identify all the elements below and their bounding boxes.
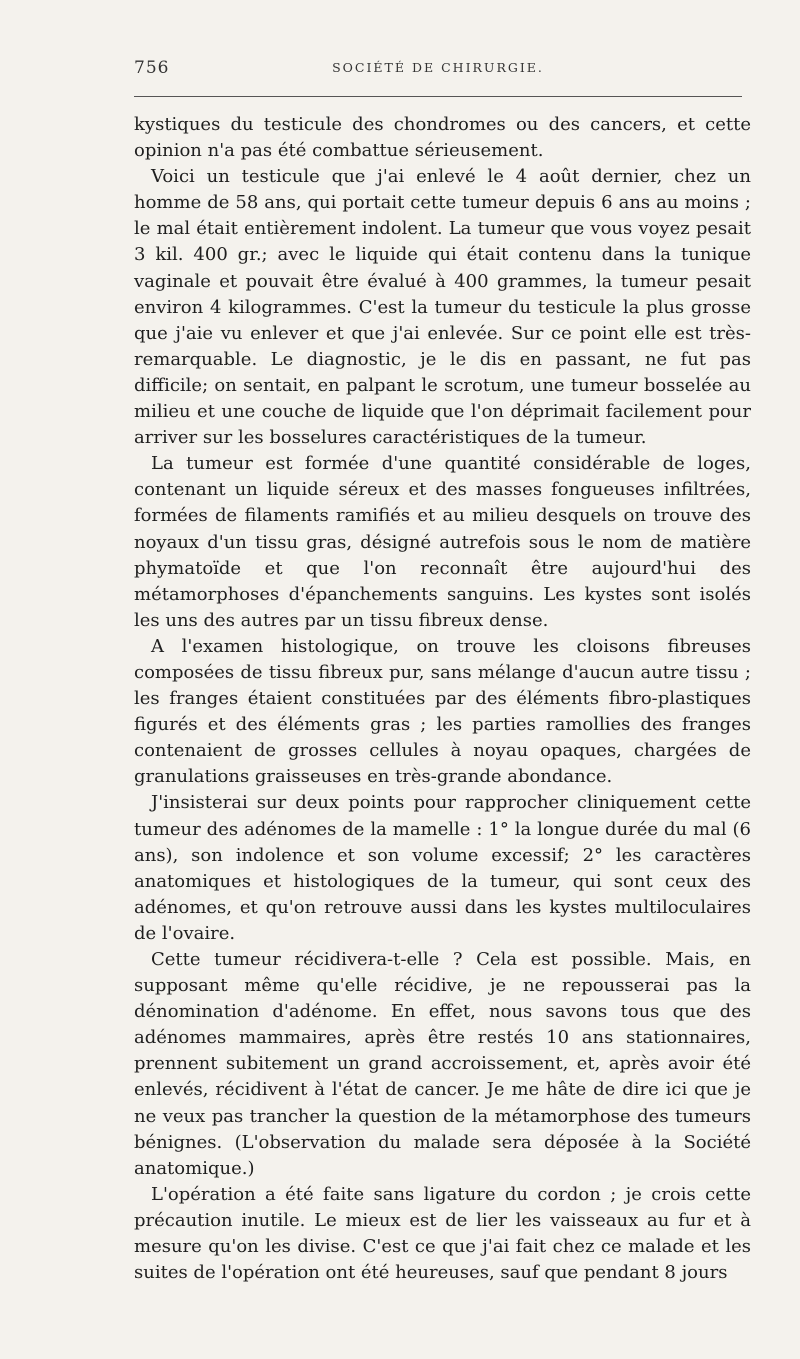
paragraph-adenoma-comparison: J'insisterai sur deux points pour rapprocher cliniquement cette tumeur des adénomes de la mamelle : 1° la longue durée du mal (6 ans), son indolence et son volume excessif; 2° les caractères anatomiques et histologiques de la tumeur, qui sont ceux des adénomes, et qu'on retrouve aussi dans les kystes multiloculaires de l'ovaire.: [134, 792, 751, 944]
paragraph-continuation: kystiques du testicule des chondromes ou des cancers, et cette opinion n'a pas été combattue sérieusement.: [134, 114, 751, 162]
paragraph-operation: L'opération a été faite sans ligature du cordon ; je crois cette précaution inutile. Le mieux est de lier les vaisseaux au fur et à mesure qu'on les divise. C'est ce que j'ai fait chez ce malade et les suites de l'opération ont été heureuses, sauf que pendant 8 jours: [134, 1183, 751, 1284]
running-head: SOCIÉTÉ DE CHIRURGIE.: [332, 60, 544, 75]
paragraph-histology: A l'examen histologique, on trouve les cloisons fibreuses composées de tissu fibreux pur, sans mélange d'aucun autre tissu ; les franges étaient constituées par des éléments fibro-plastiques figurés et des éléments gras ; les parties ramollies des franges contenaient de grosses cellules à noyau opaques, chargées de granulations graisseuses en très-grande abondance.: [134, 635, 751, 788]
paragraph-testicle-case: Voici un testicule que j'ai enlevé le 4 août dernier, chez un homme de 58 ans, qui portait cette tumeur depuis 6 ans au moins ; le mal était entièrement indolent. La tumeur que vous voyez pesait 3 kil. 400 gr.; avec le liquide qui était contenu dans la tunique vaginale et pouvait être évalué à 400 grammes, la tumeur pesait environ 4 kilogrammes. C'est la tumeur du testicule la plus grosse que j'aie vu enlever et que j'ai enlevée. Sur ce point elle est très-remarquable. Le diagnostic, je le dis en passant, ne fut pas difficile; on sentait, en palpant le scrotum, une tumeur bosselée au milieu et une couche de liquide que l'on déprimait facilement pour arriver sur les bosselures caractéristiques de la tumeur.: [134, 166, 751, 449]
body-text: [134, 112, 751, 1286]
page-number: 756: [134, 58, 170, 78]
paragraph-tumor-structure: La tumeur est formée d'une quantité considérable de loges, contenant un liquide séreux et des masses fongueuses infiltrées, formées de filaments ramifiés et au milieu desquels on trouve des noyaux d'un tissu gras, désigné autrefois sous le nom de matière phymatoïde et que l'on reconnaît être aujourd'hui des métamorphoses d'épanchements sanguins. Les kystes sont isolés les uns des autres par un tissu fibreux dense.: [134, 453, 751, 631]
header-rule: [134, 96, 742, 97]
paragraph-recurrence: Cette tumeur récidivera-t-elle ? Cela est possible. Mais, en supposant même qu'elle récidive, je ne repousserai pas la dénomination d'adénome. En effet, nous savons tous que des adénomes mammaires, après être restés 10 ans stationnaires, prennent subitement un grand accroissement, et, après avoir été enlevés, récidivent à l'état de cancer. Je me hâte de dire ici que je ne veux pas trancher la question de la métamorphose des tumeurs bénignes. (L'observation du malade sera déposée à la Société anatomique.): [134, 949, 751, 1179]
page-header: [134, 58, 742, 82]
